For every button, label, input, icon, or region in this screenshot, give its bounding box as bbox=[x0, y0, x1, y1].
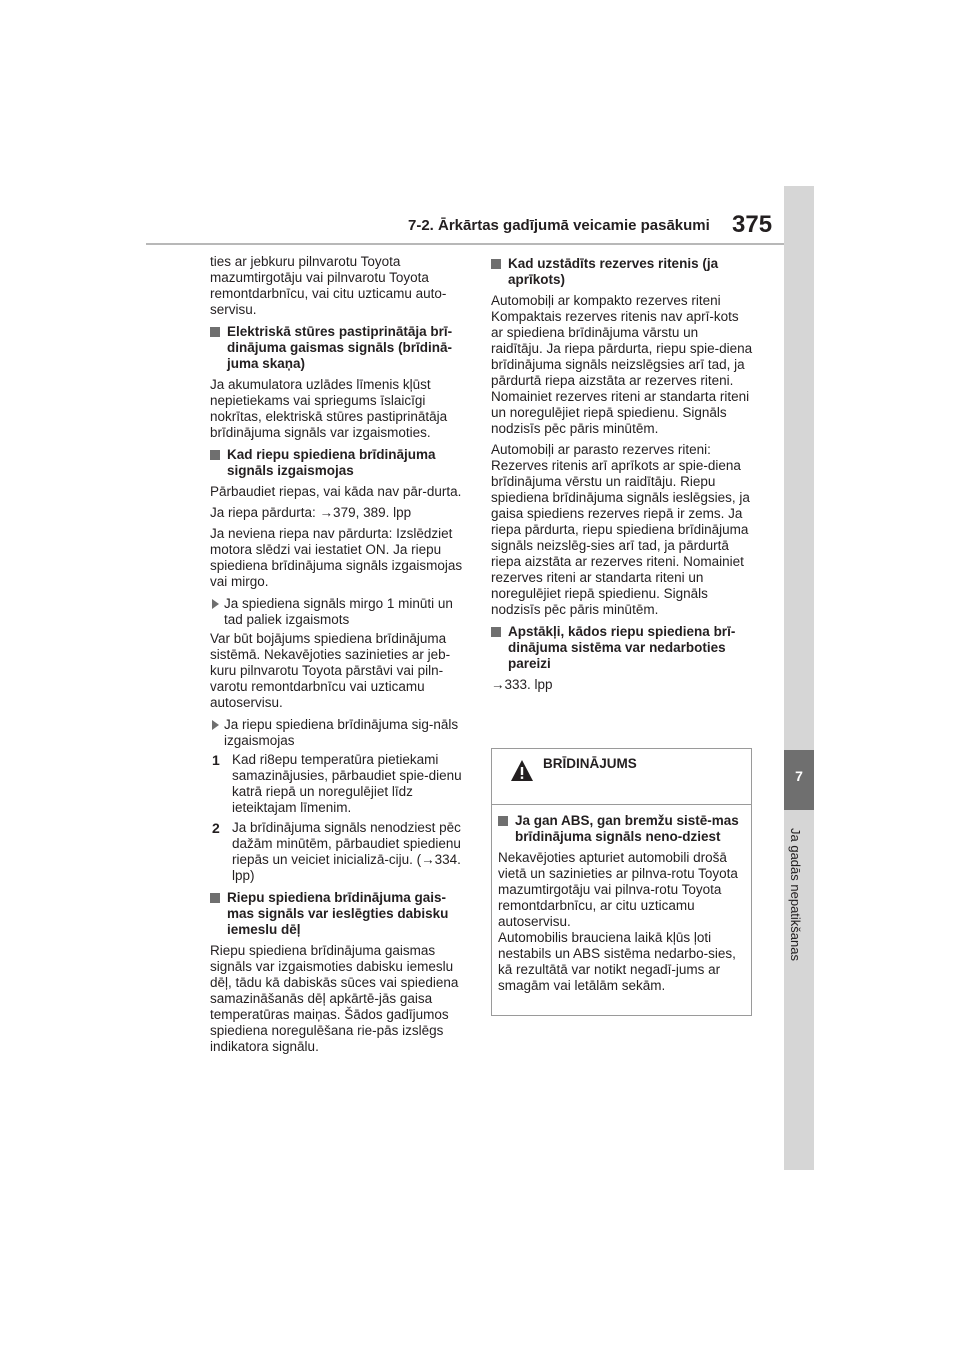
triangle-bullet-icon bbox=[212, 599, 219, 609]
paragraph-abs-action: Nekavējoties apturiet automobili drošā vietā un sazinieties ar pilnva-rotu Toyota mazumtirgotāju vai pilnva-rotu Toyota remontdarbnīcu, ar citu uzticamu autoservisu. bbox=[498, 850, 738, 929]
square-bullet-icon bbox=[210, 450, 220, 460]
square-bullet-icon bbox=[491, 259, 501, 269]
heading-abs-warning: Ja gan ABS, gan bremžu sistē-mas brīdinājuma signāls neno-dziest bbox=[498, 813, 745, 845]
square-bullet-icon bbox=[210, 893, 220, 903]
heading-conditions: Apstākļi, kādos riepu spiediena brī-dinājuma sistēma var nedarboties pareizi bbox=[491, 624, 753, 672]
step-1: 1 Kad ri8epu temperatūra pietiekami samazinājusies, pārbaudiet spie-dienu katrā riepā un noregulējiet līdz ieteiktajam līmenim. bbox=[212, 752, 462, 815]
paragraph-blink: Var būt bojājums spiediena brīdinājuma sistēmā. Nekavējoties sazinieties ar jeb-kuru pilnvarotu Toyota pārstāvi vai piln-varotu remontdarbnīcu vai uzticamu autoservisu. bbox=[210, 631, 451, 710]
page-number: 375 bbox=[732, 211, 773, 238]
warning-triangle-icon bbox=[510, 759, 534, 783]
side-tab-chapter-label: Ja gadās nepatikšanas bbox=[788, 828, 803, 961]
paragraph-compact-spare: Automobiļi ar kompakto rezerves riteni Kompaktais rezerves ritenis nav aprī-kots ar spiediena brīdinājuma vārstu un raidītāju. Ja riepa pārdurta, riepu spie-diena brīdinājuma signāls neizslēgsies arī tad, ja pārdurtā riepa aizstāta ar rezerves riteni. Nomainiet rezerves riteni ar standarta riteni un noregulējiet riepā spiedienu. Signāls nodzisīs pēc pāris minūtēm. bbox=[491, 293, 753, 436]
subheading-lit: Ja riepu spiediena brīdinājuma sig-nāls izgaismojas bbox=[210, 717, 468, 749]
paragraph-not-punctured: Ja neviena riepa nav pārdurta: Izslēdziet motora slēdzi vai iestatiet ON. Ja riepu spiediena brīdinājuma signāls izgaismojas vai mirgo. bbox=[210, 526, 463, 589]
heading-tpws-on: Kad riepu spiediena brīdinājuma signāls izgaismojas bbox=[210, 447, 468, 479]
step-2: 2 Ja brīdinājuma signāls nenodziest pēc dažām minūtēm, pārbaudiet spiedienu riepās un veiciet inicializā-ciju. (→334. lpp) bbox=[212, 820, 461, 883]
left-column bbox=[210, 254, 468, 1060]
heading-spare-tire: Kad uzstādīts rezerves ritenis (ja aprīkots) bbox=[491, 256, 753, 288]
header-rule bbox=[146, 243, 784, 245]
side-tab-chapter-number: 7 bbox=[795, 768, 803, 784]
paragraph-natural-causes: Riepu spiediena brīdinājuma gaismas signāls var izgaismoties dabisku iemeslu dēļ, tādu kā dabiskās sūces vai spiediena samazināšanās dēļ apkārtē-jās gaisa temperatūras maiņas. Šādos gadījumos spiediena noregulēšana rie-pās izslēgs indikatora signālu. bbox=[210, 943, 459, 1054]
paragraph-fullsize-spare: Automobiļi ar parasto rezerves riteni: Rezerves ritenis arī aprīkots ar spie-diena brīdinājuma vērstu un raidītāju. Riepu spiediena brīdinājuma signāls ieslēgsies, ja gaisa spiediens rezerves riepā ir zems. Ja riepa pārdurta, riepu spiediena brīdinājuma signāls neizslēg-sies arī tad, ja pārdurtā riepa aizstāta ar rezerves riteni. Nomainiet rezerves riteni ar standarta riteni un noregulējiet riepā spiedienu. Signāls nodzisīs pēc pāris minūtēm. bbox=[491, 442, 750, 617]
side-tab bbox=[784, 186, 814, 1170]
paragraph-reference: →333. lpp bbox=[491, 677, 553, 692]
warning-box bbox=[491, 748, 752, 1016]
paragraph-abs-consequence: Automobilis brauciena laikā kļūs ļoti nestabils un ABS sistēma nedarbo-sies, kā rezultātā var notikt negadī-jums ar smagām vai letālām sekām. bbox=[498, 930, 736, 993]
right-column bbox=[491, 254, 753, 698]
triangle-bullet-icon bbox=[212, 720, 219, 730]
square-bullet-icon bbox=[210, 327, 220, 337]
subheading-blink: Ja spiediena signāls mirgo 1 minūti un tad paliek izgaismots bbox=[210, 596, 468, 628]
paragraph-eps: Ja akumulatora uzlādes līmenis kļūst nepietiekams vai spriegums īslaicīgi nokrītas, elektriskā stūres pastiprinātāja brīdinājuma signāls var izgaismoties. bbox=[210, 377, 448, 440]
paragraph-intro: ties ar jebkuru pilnvarotu Toyota mazumtirgotāju vai pilnvarotu Toyota remontdarbnīcu, vai citu uzticamu auto-servisu. bbox=[210, 254, 447, 317]
chapter-title: 7-2. Ārkārtas gadījumā veicamie pasākumi bbox=[408, 217, 710, 234]
square-bullet-icon bbox=[498, 816, 508, 826]
warning-header bbox=[492, 749, 751, 805]
heading-eps-warning: Elektriskā stūres pastiprinātāja brī-dinājuma gaismas signāls (brīdinā-juma skaņa) bbox=[210, 324, 468, 372]
paragraph-punctured: Ja riepa pārdurta: →379, 389. lpp bbox=[210, 505, 412, 520]
warning-title: BRĪDINĀJUMS bbox=[543, 756, 637, 771]
heading-natural-causes: Riepu spiediena brīdinājuma gais-mas signāls var ieslēgties dabisku iemeslu dēļ bbox=[210, 890, 468, 938]
square-bullet-icon bbox=[491, 627, 501, 637]
paragraph-check-tires: Pārbaudiet riepas, vai kāda nav pār-durta. bbox=[210, 484, 462, 499]
warning-body bbox=[492, 805, 751, 1015]
